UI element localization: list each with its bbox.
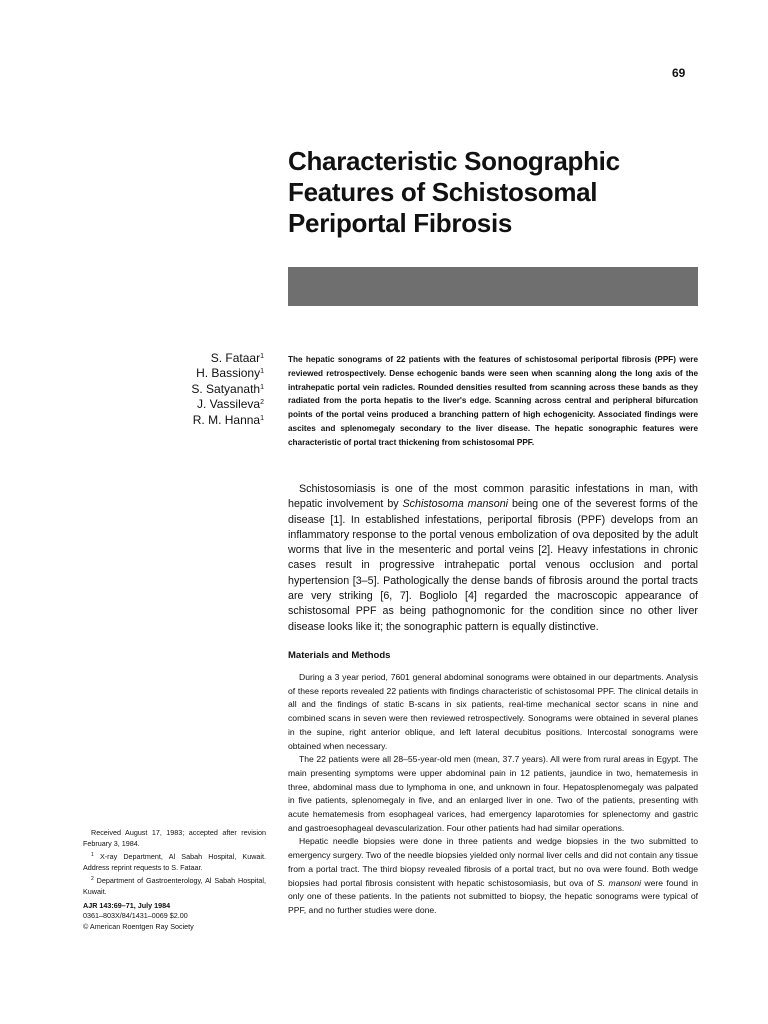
article-title xyxy=(288,146,728,239)
decorative-gray-band xyxy=(288,267,698,306)
methods-section xyxy=(288,671,698,918)
methods-paragraph: During a 3 year period, 7601 general abdominal sonograms were obtained in our departments. Analysis of these reports revealed 22 patients with findings characteristic of schistosomal PPF. The clinical details in all and the findings of static B-scans in six patients, real-time mechanical sector scans in nine and combined scans in seven were then reviewed retrospectively. Sonograms were obtained in several planes in the supine, right anterior oblique, and left lateral decubitus positions. Intercostal sonograms were obtained when necessary. xyxy=(288,672,698,751)
received-note: Received August 17, 1983; accepted after revision February 3, 1984. xyxy=(83,828,266,848)
methods-paragraph: Hepatic needle biopsies were done in three patients and wedge biopsies in the two submitted to emergency surgery. Two of the needle biopsies yielded only normal liver cells and did not contain any tissue from a portal tract. The third biopsy revealed fibrosis of a portal tract, but no ova were found. Both wedge biopsies had portal fibrosis consistent with hepatic schistosomiasis, but ova of S. mansoni were found in only one of these patients. In the patients not submitted to biopsy, the hepatic sonograms were typical of PPF, and no further studies were done. xyxy=(288,836,699,915)
species-name: S. mansoni xyxy=(597,877,642,888)
affiliation-mark: 1 xyxy=(260,414,264,422)
author: S. Fataar$^1$ xyxy=(210,351,264,365)
journal-citation: AJR 143:69–71, July 1984 xyxy=(83,900,171,910)
title-line-3: Periportal Fibrosis xyxy=(288,208,513,238)
footnotes xyxy=(83,828,266,932)
author: R. M. Hanna$^1$ xyxy=(192,412,264,427)
affiliation-mark: 1 xyxy=(260,353,264,360)
section-heading-methods: Materials and Methods xyxy=(288,650,391,661)
affiliation-footnote: $^1$ X-ray Department, Al Sabah Hospital, Kuwait. Address reprint requests to S. Fataar. xyxy=(83,852,266,872)
article-code: 0361–803X/84/1431–0069 $2.00 xyxy=(83,911,188,921)
affiliation-mark: 1 xyxy=(260,368,264,376)
author-list xyxy=(150,351,264,428)
author: J. Vassileva$^2$ xyxy=(196,397,264,412)
page-number: 69 xyxy=(672,66,686,80)
copyright-notice: © American Roentgen Ray Society xyxy=(83,921,194,931)
affiliation-mark: 1 xyxy=(260,383,264,391)
title-line-1: Characteristic Sonographic xyxy=(288,146,620,176)
journal-info xyxy=(83,901,266,933)
affiliation-mark: 2 xyxy=(260,399,264,407)
affiliation-footnote: $^2$ Department of Gastroenterology, Al Sabah Hospital, Kuwait. xyxy=(83,876,266,896)
author: S. Satyanath$^1$ xyxy=(191,381,264,396)
methods-paragraph: The 22 patients were all 28–55-year-old men (mean, 37.7 years). All were from rural areas in Egypt. The main presenting symptoms were upper abdominal pain in 12 patients, jaundice in two, hematemesis in three, abdominal mass due to lymphoma in one, and unknown in four. Hepatosplenomegaly was palpated in five patients, splenomegaly in five, and an enlarged liver in one. Two of the patients, presenting with acute hematemesis from esophageal varices, had emergency laparotomies for splenectomy and gastric and gastroesophageal devascularization. Four other patients had had similar operations. xyxy=(288,754,698,833)
introduction-paragraph: Schistosomiasis is one of the most common parasitic infestations in man, with hepatic involvement by Schistosoma mansoni being one of the severest forms of the disease [1]. In established infestations, periportal fibrosis (PPF) develops from an inflammatory response to the portal venous embolization of ova deposited by the adult worms that live in the mesenteric and portal veins [2]. Heavy infestations in chronic cases result in progressive intrahepatic portal venous occlusion and portal hypertension [3–5]. Pathologically the dense bands of fibrosis around the portal tracts are very striking [6, 7]. Bogliolo [4] regarded the macroscopic appearance of schistosomal PPF as being pathognomonic for the condition since no other liver disease looks like it; the sonographic pattern is equally distinctive. xyxy=(288,483,698,633)
author: H. Bassiony$^1$ xyxy=(196,366,264,381)
species-name: Schistosoma mansoni xyxy=(402,498,509,511)
abstract: The hepatic sonograms of 22 patients with the features of schistosomal periportal fibrosis (PPF) were reviewed retrospectively. Dense echogenic bands were seen when scanning along the long axis of the intrahepatic portal vein radicles. Rounded densities resulted from scanning across these bands as they radiated from the porta hepatis to the liver's edge. Scanning across central and peripheral bifurcation points of the portal veins produced a branching pattern of high echogenicity. Associated findings were ascites and splenomegaly secondary to the liver disease. The hepatic sonographic features were characteristic of portal tract thickening from schistosomal PPF. xyxy=(288,355,698,447)
title-line-2: Features of Schistosomal xyxy=(288,177,598,207)
